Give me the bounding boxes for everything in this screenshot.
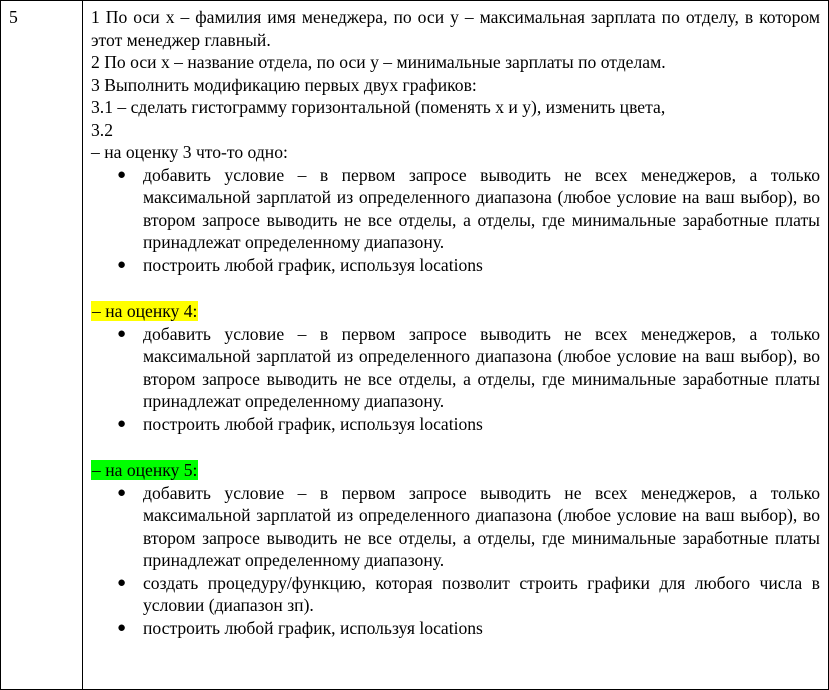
grade3-list [91,164,820,277]
number-cell [1,1,83,690]
spacer [91,435,820,459]
bullet-icon: ● [117,574,127,591]
intro-line-3: 3 Выполнить модификацию первых двух графиков: [91,74,477,95]
list-item [91,254,820,277]
intro-line-1: 1 По оси x – фамилия имя менеджера, по оси y – максимальная зарплата по отделу, в котором этот менеджер главный. [91,7,820,50]
grade4-item-2: построить любой график, используя locations [143,413,483,434]
spacer [91,276,820,300]
grade5-item-2: создать процедуру/функцию, которая позволит строить графики для любого числа в условии (диапазон зп). [143,572,820,615]
row-number: 5 [9,7,18,27]
bullet-icon: ● [117,415,127,432]
bullet-icon: ● [117,325,127,342]
intro-line-4: 3.1 – сделать гистограмму горизонтальной (поменять x и y), изменить цвета, [91,97,666,117]
list-item [91,482,820,572]
bullet-icon: ● [117,619,127,636]
grade3-item-2: построить любой график, используя locations [143,254,483,275]
list-item [91,164,820,254]
task-content [83,1,828,639]
grade5-heading-line [91,459,820,482]
grade5-item-3: построить любой график, используя locations [143,617,483,638]
grade4-list [91,323,820,436]
grade4-heading: – на оценку 4: [92,301,198,321]
bullet-icon: ● [117,166,127,183]
bullet-icon: ● [117,484,127,501]
table-row [1,1,829,690]
grade5-item-1: добавить условие – в первом запросе выводить не всех менеджеров, а только максимальной зарплатой из определенного диапазона (любое условие на ваш выбор), во втором запросе выводить не все отделы, а отделы, где минимальные заработные платы принадлежат определенному диапазону. [143,482,820,570]
intro-line-5: 3.2 [91,119,113,140]
list-item [91,572,820,617]
bullet-icon: ● [117,256,127,273]
content-cell [83,1,829,690]
list-item [91,617,820,640]
list-item [91,413,820,436]
grade3-heading: – на оценку 3 что-то одно: [91,142,288,162]
grade3-item-1: добавить условие – в первом запросе выводить не всех менеджеров, а только максимальной зарплатой из определенного диапазона (любое условие на ваш выбор), во втором запросе выводить не все отделы, а отделы, где минимальные заработные платы принадлежат определенному диапазону. [143,164,820,252]
grade5-heading: – на оценку 5: [92,460,198,480]
grade4-heading-line [91,300,820,323]
grade4-item-1: добавить условие – в первом запросе выводить не всех менеджеров, а только максимальной зарплатой из определенного диапазона (любое условие на ваш выбор), во втором запросе выводить не все отделы, а отделы, где минимальные заработные платы принадлежат определенному диапазону. [143,323,820,411]
intro-line-2: 2 По оси x – название отдела, по оси y – минимальные зарплаты по отделам. [91,52,666,72]
list-item [91,323,820,413]
grade5-list [91,482,820,640]
